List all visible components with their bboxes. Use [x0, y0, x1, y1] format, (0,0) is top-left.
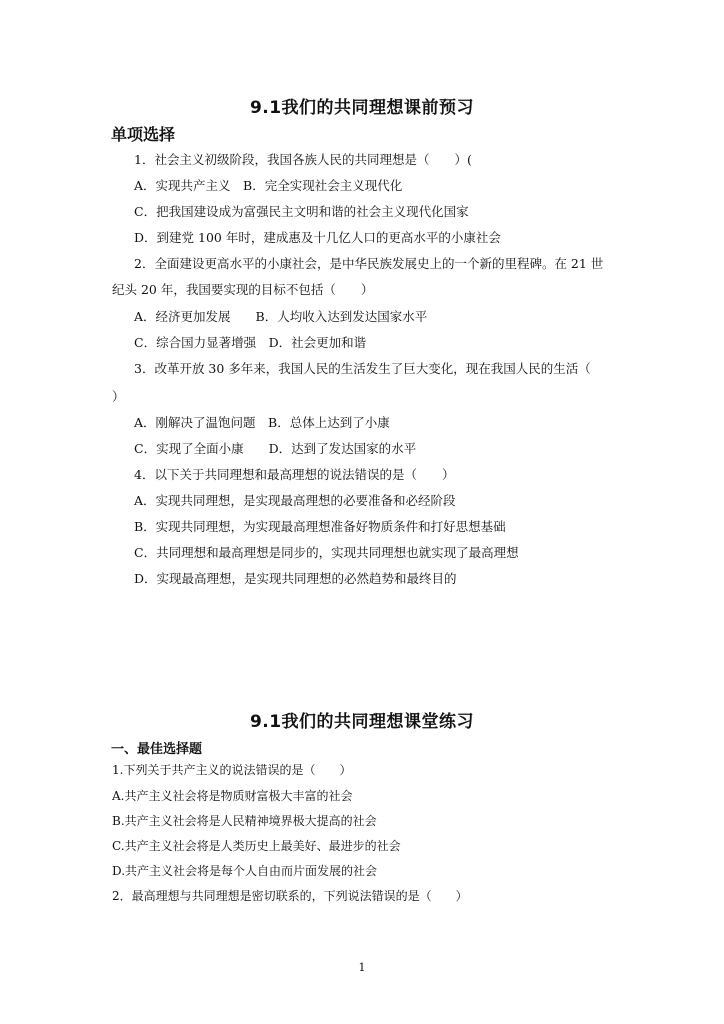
question-1-option-d: D．到建党 100 年时，建成惠及十几亿人口的更高水平的小康社会	[134, 230, 501, 245]
practice-question-1-option-d: D.共产主义社会将是每个人自由而片面发展的社会	[112, 864, 378, 878]
question-2-continued: 纪头 20 年，我国要实现的目标不包括（ ）	[112, 282, 374, 297]
question-1: 1．社会主义初级阶段，我国各族人民的共同理想是（ ）(	[134, 152, 472, 167]
practice-question-1: 1.下列关于共产主义的说法错误的是（ ）	[112, 763, 352, 777]
question-4-option-d: D．实现最高理想，是实现共同理想的必然趋势和最终目的	[134, 571, 457, 586]
preview-title: 9.1我们的共同理想课前预习	[249, 98, 475, 118]
practice-question-1-option-c: C.共产主义社会将是人类历史上最美好、最进步的社会	[112, 839, 401, 853]
question-3-options-ab: A．刚解决了温饱问题 B．总体上达到了小康	[134, 415, 390, 430]
question-4-option-c: C．共同理想和最高理想是同步的，实现共同理想也就实现了最高理想	[134, 545, 519, 560]
question-3: 3．改革开放 30 多年来，我国人民的生活发生了巨大变化，现在我国人民的生活（	[134, 361, 591, 376]
question-4: 4．以下关于共同理想和最高理想的说法错误的是（ ）	[134, 467, 455, 482]
page-number: 1	[358, 961, 366, 974]
preview-heading: 单项选择	[111, 125, 176, 144]
practice-title: 9.1我们的共同理想课堂练习	[249, 712, 475, 732]
question-2: 2．全面建设更高水平的小康社会，是中华民族发展史上的一个新的里程碑。在 21 世	[134, 256, 604, 271]
question-2-options-ab: A．经济更加发展 B．人均收入达到发达国家水平	[134, 309, 428, 324]
question-3-continued: ）	[112, 389, 125, 404]
question-3-options-cd: C．实现了全面小康 D．达到了发达国家的水平	[134, 441, 417, 456]
practice-question-1-option-b: B.共产主义社会将是人民精神境界极大提高的社会	[112, 814, 377, 828]
question-4-option-b: B．实现共同理想，为实现最高理想准备好物质条件和打好思想基础	[134, 519, 506, 534]
question-4-option-a: A．实现共同理想，是实现最高理想的必要准备和必经阶段	[134, 493, 456, 508]
practice-question-2: 2．最高理想与共同理想是密切联系的，下列说法错误的是（ ）	[112, 889, 468, 903]
question-1-options-ab: A．实现共产主义 B．完全实现社会主义现代化	[134, 178, 403, 193]
practice-heading: 一、最佳选择题	[111, 742, 203, 757]
question-2-options-cd: C．综合国力显著增强 D．社会更加和谐	[134, 335, 367, 350]
practice-question-1-option-a: A.共产主义社会将是物质财富极大丰富的社会	[112, 789, 353, 803]
question-1-option-c: C．把我国建设成为富强民主文明和谐的社会主义现代化国家	[134, 204, 469, 219]
